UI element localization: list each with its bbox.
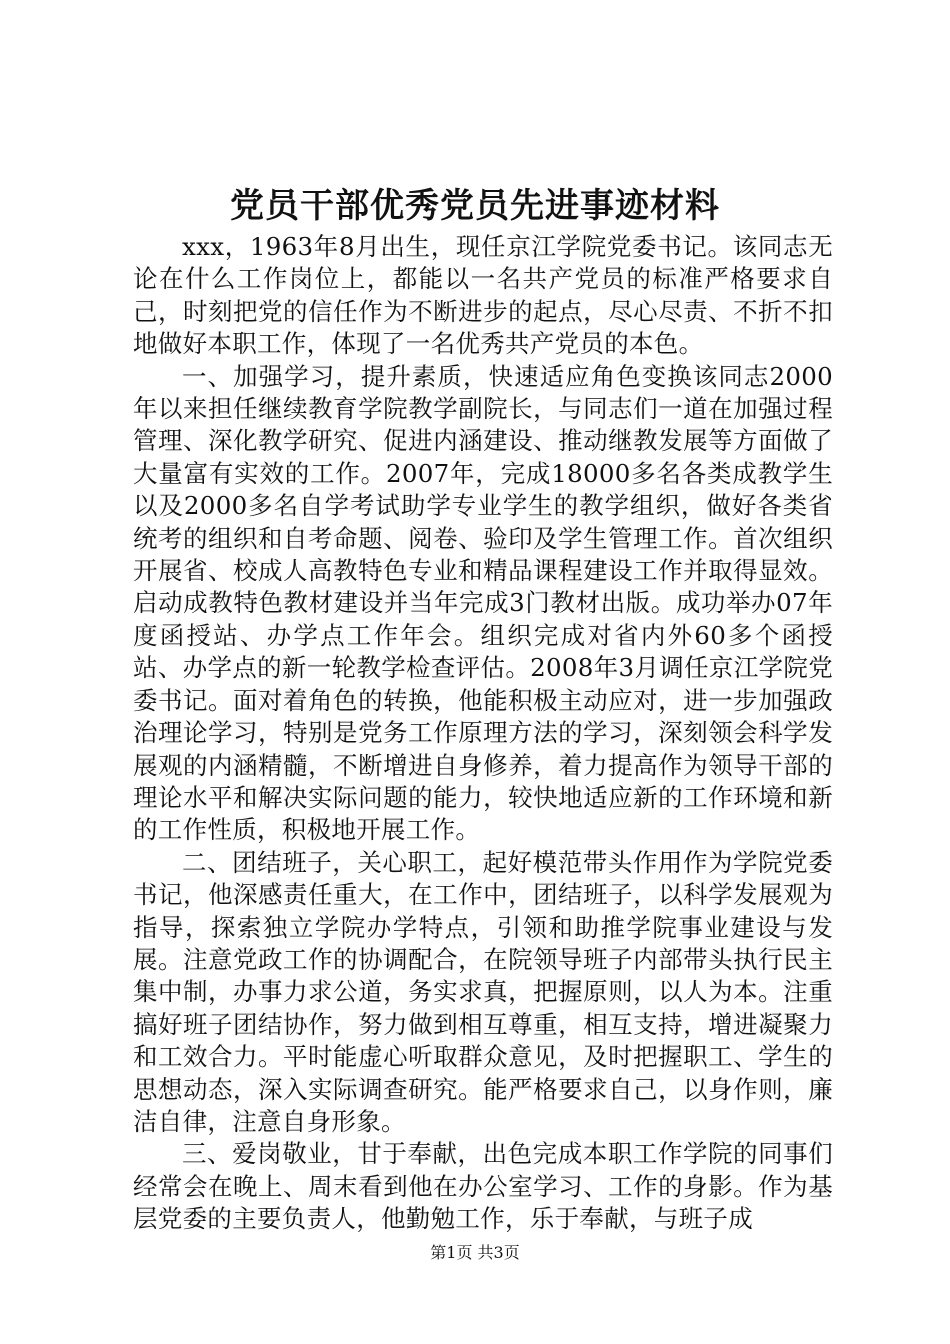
page-indicator: 第1页 共3页 [430, 1243, 520, 1262]
paragraph-intro: xxx，1963年8月出生，现任京江学院党委书记。该同志无论在什么工作岗位上，都能以一名共产党员的标准严格要求自己，时刻把党的信任作为不断进步的起点，尽心尽责、不折不扣地做好本职工作，体现了一名优秀共产党员的本色。 [133, 232, 833, 359]
paragraph-section-3: 三、爱岗敬业，甘于奉献，出色完成本职工作学院的同事们经常会在晚上、周末看到他在办公室学习、工作的身影。作为基层党委的主要负责人，他勤勉工作，乐于奉献，与班子成 [133, 1139, 833, 1234]
paragraph-section-1: 一、加强学习，提升素质，快速适应角色变换该同志2000年以来担任继续教育学院教学副院长，与同志们一道在加强过程管理、深化教学研究、促进内涵建设、推动继教发展等方面做了大量富有实效的工作。2007年，完成18000多名各类成教学生以及2000多名自学考试助学专业学生的教学组织，做好各类省统考的组织和自考命题、阅卷、验印及学生管理工作。首次组织开展省、校成人高教特色专业和精品课程建设工作并取得显效。启动成教特色教材建设并当年完成3门教材出版。成功举办07年度函授站、办学点工作年会。组织完成对省内外60多个函授站、办学点的新一轮教学检查评估。2008年3月调任京江学院党委书记。面对着角色的转换，他能积极主动应对，进一步加强政治理论学习，特别是党务工作原理方法的学习，深刻领会科学发展观的内涵精髓，不断增进自身修养，着力提高作为领导干部的理论水平和解决实际问题的能力，较快地适应新的工作环境和新的工作性质，积极地开展工作。 [133, 361, 833, 845]
document-body [133, 231, 833, 1236]
page-footer [0, 1242, 950, 1264]
paragraph-section-2: 二、团结班子，关心职工，起好模范带头作用作为学院党委书记，他深感责任重大，在工作中，团结班子，以科学发展观为指导，探索独立学院办学特点，引领和助推学院事业建设与发展。注意党政工作的协调配合，在院领导班子内部带头执行民主集中制，办事力求公道，务实求真，把握原则，以人为本。注重搞好班子团结协作，努力做到相互尊重，相互支持，增进凝聚力和工效合力。平时能虚心听取群众意见，及时把握职工、学生的思想动态，深入实际调查研究。能严格要求自己，以身作则，廉洁自律，注意自身形象。 [133, 847, 833, 1136]
document-title: 党员干部优秀党员先进事迹材料 [230, 186, 720, 226]
